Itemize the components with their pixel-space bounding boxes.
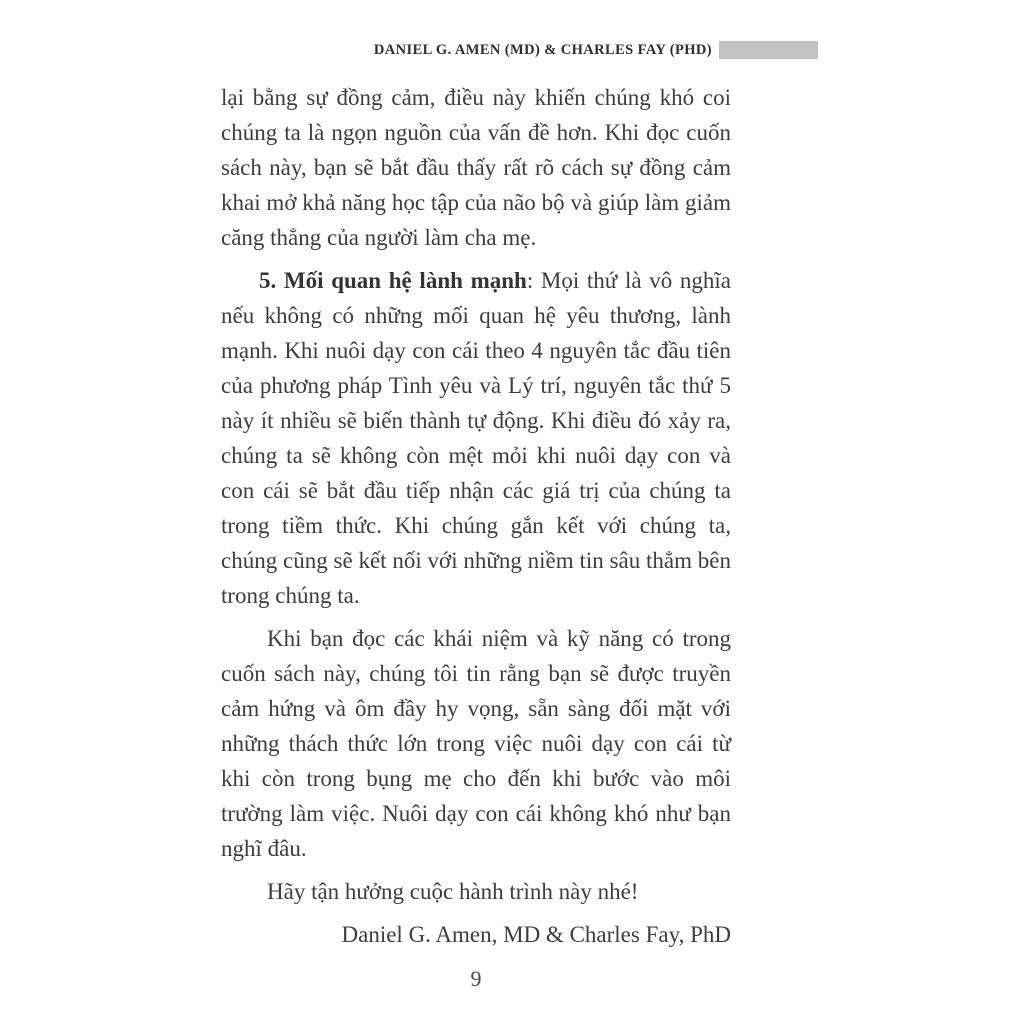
page-body <box>221 80 731 960</box>
paragraph-closing: Khi bạn đọc các khái niệm và kỹ năng có trong cuốn sách này, chúng tôi tin rằng bạn sẽ được truyền cảm hứng và ôm đầy hy vọng, sẵn sàng đối mặt với những thách thức lớn trong việc nuôi dạy con cái từ khi còn trong bụng mẹ cho đến khi bước vào môi trường làm việc. Nuôi dạy con cái không khó như bạn nghĩ đâu. <box>221 626 731 861</box>
paragraph-enjoy-journey: Hãy tận hưởng cuộc hành trình này nhé! <box>267 879 639 904</box>
principle-5-heading: 5. Mối quan hệ lành mạnh <box>259 268 527 293</box>
page-number: 9 <box>470 966 482 991</box>
signature-line: Daniel G. Amen, MD & Charles Fay, PhD <box>341 922 731 947</box>
running-header <box>0 40 818 60</box>
running-header-authors: DANIEL G. AMEN (MD) & CHARLES FAY (PHD) <box>373 41 712 58</box>
principle-5-text: : Mọi thứ là vô nghĩa nếu không có những mối quan hệ yêu thương, lành mạnh. Khi nuôi dạy con cái theo 4 nguyên tắc đầu tiên của phương pháp Tình yêu và Lý trí, nguyên tắc thứ 5 này ít nhiều sẽ biến thành tự động. Khi điều đó xảy ra, chúng ta sẽ không còn mệt mỏi khi nuôi dạy con và con cái sẽ bắt đầu tiếp nhận các giá trị của chúng ta trong tiềm thức. Khi chúng gắn kết với chúng ta, chúng cũng sẽ kết nối với những niềm tin sâu thẳm bên trong chúng ta. <box>221 268 731 608</box>
header-gray-bar <box>719 41 818 59</box>
paragraph-continuation: lại bằng sự đồng cảm, điều này khiến chúng khó coi chúng ta là ngọn nguồn của vấn đề hơn. Khi đọc cuốn sách này, bạn sẽ bắt đầu thấy rất rõ cách sự đồng cảm khai mở khả năng học tập của não bộ và giúp làm giảm căng thẳng của người làm cha mẹ. <box>221 85 731 250</box>
paragraph-principle-5 <box>221 263 731 613</box>
